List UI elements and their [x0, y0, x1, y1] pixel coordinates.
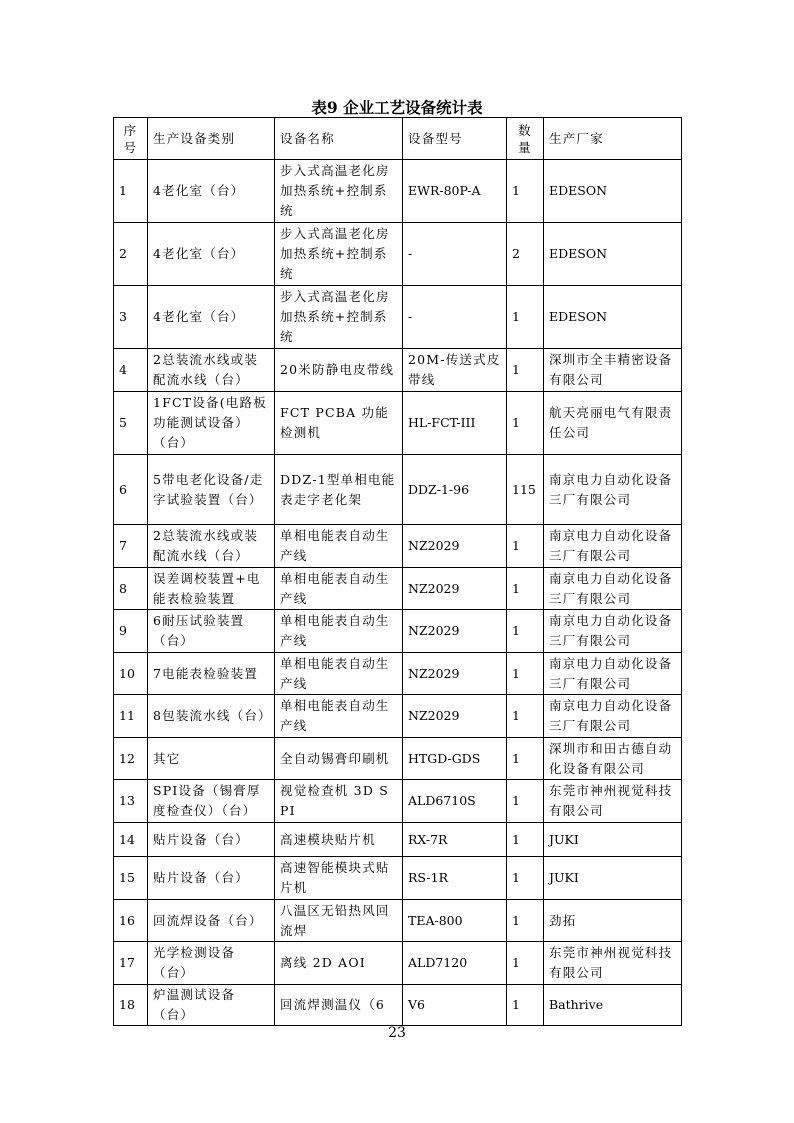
cell-category: 2总装流水线或装配流水线（台）: [148, 525, 275, 568]
cell-equipment-name: DDZ-1型单相电能表走字老化架: [275, 455, 403, 525]
cell-seq: 7: [114, 525, 148, 568]
cell-manufacturer: 南京电力自动化设备三厂有限公司: [544, 568, 682, 610]
table-row: [114, 286, 682, 349]
cell-model: DDZ-1-96: [403, 455, 507, 525]
table-row: [114, 160, 682, 223]
cell-model: NZ2029: [403, 525, 507, 568]
cell-seq: 1: [114, 160, 148, 223]
table-row: [114, 525, 682, 568]
cell-manufacturer: 东莞市神州视觉科技有限公司: [544, 942, 682, 985]
cell-model: 20M-传送式皮带线: [403, 349, 507, 392]
cell-category: 4老化室（台）: [148, 160, 275, 223]
cell-seq: 15: [114, 857, 148, 900]
cell-manufacturer: JUKI: [544, 857, 682, 900]
cell-category: 7电能表检验装置: [148, 653, 275, 695]
header-manufacturer: 生产厂家: [544, 118, 682, 160]
cell-equipment-name: 单相电能表自动生产线: [275, 525, 403, 568]
header-seq: 序号: [114, 118, 148, 160]
cell-category: 回流焊设备（台）: [148, 900, 275, 942]
cell-model: ALD6710S: [403, 780, 507, 823]
cell-seq: 5: [114, 392, 148, 455]
cell-category: SPI设备（锡膏厚度检查仪）（台）: [148, 780, 275, 823]
cell-equipment-name: 20米防静电皮带线: [275, 349, 403, 392]
table-row: [114, 695, 682, 738]
cell-seq: 13: [114, 780, 148, 823]
cell-quantity: 1: [507, 160, 544, 223]
cell-quantity: 1: [507, 525, 544, 568]
cell-manufacturer: 南京电力自动化设备三厂有限公司: [544, 653, 682, 695]
cell-seq: 10: [114, 653, 148, 695]
cell-equipment-name: 视觉检查机 3D SPI: [275, 780, 403, 823]
cell-model: RS-1R: [403, 857, 507, 900]
cell-category: 4老化室（台）: [148, 286, 275, 349]
cell-model: -: [403, 223, 507, 286]
table-row: [114, 392, 682, 455]
cell-quantity: 1: [507, 695, 544, 738]
table-row: [114, 857, 682, 900]
table-row: [114, 900, 682, 942]
cell-seq: 9: [114, 610, 148, 653]
cell-manufacturer: 南京电力自动化设备三厂有限公司: [544, 455, 682, 525]
cell-equipment-name: 八温区无铅热风回流焊: [275, 900, 403, 942]
cell-equipment-name: 离线 2D AOI: [275, 942, 403, 985]
cell-quantity: 1: [507, 900, 544, 942]
cell-quantity: 2: [507, 223, 544, 286]
cell-manufacturer: JUKI: [544, 823, 682, 857]
cell-manufacturer: 深圳市全丰精密设备有限公司: [544, 349, 682, 392]
cell-model: HL-FCT-III: [403, 392, 507, 455]
cell-model: HTGD-GDS: [403, 738, 507, 780]
cell-manufacturer: EDESON: [544, 223, 682, 286]
equipment-table: [113, 117, 682, 1026]
cell-seq: 16: [114, 900, 148, 942]
cell-equipment-name: 单相电能表自动生产线: [275, 568, 403, 610]
table-header-row: [114, 118, 682, 160]
cell-seq: 3: [114, 286, 148, 349]
cell-category: 5带电老化设备/走字试验装置（台）: [148, 455, 275, 525]
cell-category: 其它: [148, 738, 275, 780]
cell-seq: 18: [114, 985, 148, 1026]
cell-quantity: 1: [507, 610, 544, 653]
cell-equipment-name: FCT PCBA 功能检测机: [275, 392, 403, 455]
cell-manufacturer: 航天亮丽电气有限责任公司: [544, 392, 682, 455]
page-number: 23: [388, 1025, 406, 1041]
cell-manufacturer: 南京电力自动化设备三厂有限公司: [544, 525, 682, 568]
cell-equipment-name: 高速智能模块式贴片机: [275, 857, 403, 900]
cell-model: -: [403, 286, 507, 349]
cell-model: V6: [403, 985, 507, 1026]
header-equipment-name: 设备名称: [275, 118, 403, 160]
cell-manufacturer: 劲拓: [544, 900, 682, 942]
cell-equipment-name: 步入式高温老化房加热系统+控制系统: [275, 160, 403, 223]
cell-equipment-name: 步入式高温老化房加热系统+控制系统: [275, 286, 403, 349]
cell-category: 光学检测设备（台）: [148, 942, 275, 985]
cell-manufacturer: 东莞市神州视觉科技有限公司: [544, 780, 682, 823]
cell-quantity: 1: [507, 286, 544, 349]
cell-equipment-name: 全自动锡膏印刷机: [275, 738, 403, 780]
cell-equipment-name: 单相电能表自动生产线: [275, 695, 403, 738]
cell-manufacturer: 深圳市和田古德自动化设备有限公司: [544, 738, 682, 780]
cell-seq: 17: [114, 942, 148, 985]
cell-equipment-name: 单相电能表自动生产线: [275, 653, 403, 695]
cell-quantity: 1: [507, 942, 544, 985]
cell-quantity: 1: [507, 780, 544, 823]
cell-manufacturer: EDESON: [544, 160, 682, 223]
cell-quantity: 1: [507, 823, 544, 857]
cell-manufacturer: 南京电力自动化设备三厂有限公司: [544, 695, 682, 738]
cell-category: 1FCT设备(电路板功能测试设备）（台）: [148, 392, 275, 455]
table-title: 表9 企业工艺设备统计表: [311, 98, 483, 117]
cell-quantity: 1: [507, 568, 544, 610]
table-row: [114, 823, 682, 857]
cell-quantity: 1: [507, 857, 544, 900]
table-row: [114, 568, 682, 610]
cell-seq: 14: [114, 823, 148, 857]
cell-category: 2总装流水线或装配流水线（台）: [148, 349, 275, 392]
cell-seq: 8: [114, 568, 148, 610]
header-model: 设备型号: [403, 118, 507, 160]
cell-model: ALD7120: [403, 942, 507, 985]
header-quantity: 数量: [507, 118, 544, 160]
cell-quantity: 1: [507, 392, 544, 455]
cell-model: RX-7R: [403, 823, 507, 857]
cell-quantity: 115: [507, 455, 544, 525]
cell-equipment-name: 单相电能表自动生产线: [275, 610, 403, 653]
table-row: [114, 653, 682, 695]
table-row: [114, 223, 682, 286]
cell-manufacturer: EDESON: [544, 286, 682, 349]
table-row: [114, 942, 682, 985]
cell-quantity: 1: [507, 653, 544, 695]
cell-model: NZ2029: [403, 568, 507, 610]
cell-manufacturer: 南京电力自动化设备三厂有限公司: [544, 610, 682, 653]
cell-category: 贴片设备（台）: [148, 857, 275, 900]
cell-seq: 6: [114, 455, 148, 525]
cell-model: NZ2029: [403, 653, 507, 695]
cell-category: 炉温测试设备（台）: [148, 985, 275, 1026]
cell-model: EWR-80P-A: [403, 160, 507, 223]
cell-quantity: 1: [507, 985, 544, 1026]
cell-seq: 11: [114, 695, 148, 738]
cell-quantity: 1: [507, 738, 544, 780]
cell-category: 6耐压试验装置（台）: [148, 610, 275, 653]
cell-model: NZ2029: [403, 695, 507, 738]
cell-category: 8包装流水线（台）: [148, 695, 275, 738]
cell-manufacturer: Bathrive: [544, 985, 682, 1026]
cell-category: 4老化室（台）: [148, 223, 275, 286]
table-row: [114, 610, 682, 653]
cell-category: 误差调校装置+电能表检验装置: [148, 568, 275, 610]
table-row: [114, 738, 682, 780]
table-row: [114, 349, 682, 392]
cell-equipment-name: 回流焊测温仪（6: [275, 985, 403, 1026]
cell-equipment-name: 高速模块贴片机: [275, 823, 403, 857]
cell-category: 贴片设备（台）: [148, 823, 275, 857]
cell-model: TEA-800: [403, 900, 507, 942]
header-category: 生产设备类别: [148, 118, 275, 160]
cell-model: NZ2029: [403, 610, 507, 653]
table-row: [114, 985, 682, 1026]
cell-equipment-name: 步入式高温老化房加热系统+控制系统: [275, 223, 403, 286]
table-row: [114, 780, 682, 823]
cell-seq: 2: [114, 223, 148, 286]
table-row: [114, 455, 682, 525]
cell-seq: 4: [114, 349, 148, 392]
cell-seq: 12: [114, 738, 148, 780]
cell-quantity: 1: [507, 349, 544, 392]
